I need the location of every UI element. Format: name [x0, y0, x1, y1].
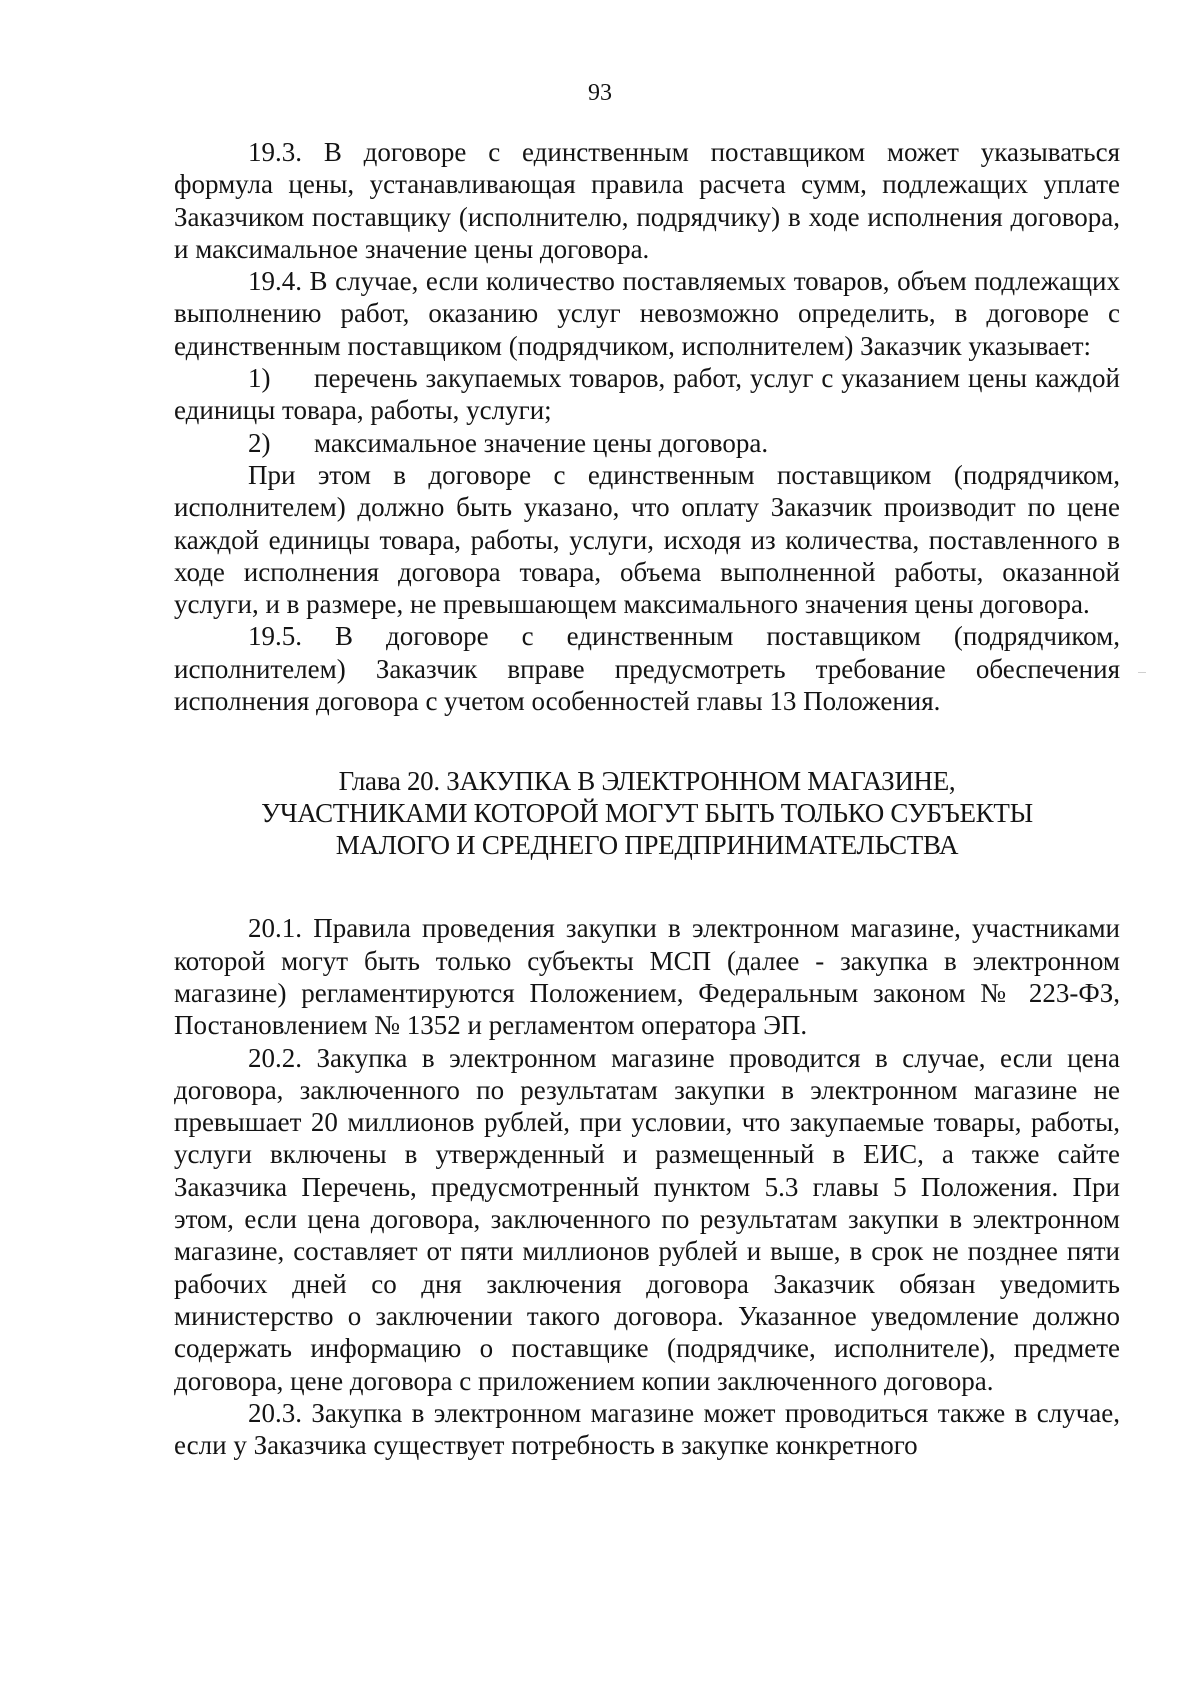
list-item-text: перечень закупаемых товаров, работ, услуг с указанием цены каждой единицы товара, работы, услуги; [174, 363, 1120, 426]
paragraph-payment-terms: При этом в договоре с единственным поставщиком (подрядчиком, исполнителем) должно быть указано, что оплату Заказчик производит по цене каждой единицы товара, работы, услуги, исходя из количества, поставленного в ходе исполнения договора товара, объема выполненной работы, оказанной услуги, и в размере, не превышающем максимального значения цены договора. [174, 459, 1120, 620]
list-item-1 [174, 362, 1120, 427]
list-item-2 [174, 427, 1120, 459]
paragraph-20-3: 20.3. Закупка в электронном магазине может проводиться также в случае, если у Заказчика существует потребность в закупке конкретного [174, 1397, 1120, 1461]
paragraph-19-4: 19.4. В случае, если количество поставляемых товаров, объем подлежащих выполнению работ, оказанию услуг невозможно определить, в договоре с единственным поставщиком (подрядчиком, исполнителем) Заказчик указывает: [174, 266, 1120, 361]
chapter-heading-line-3: МАЛОГО И СРЕДНЕГО ПРЕДПРИНИМАТЕЛЬСТВА [335, 830, 959, 861]
chapter-heading [174, 765, 1120, 861]
list-item-text: максимальное значение цены договора. [314, 427, 769, 458]
page-number: 93 [588, 80, 612, 106]
document-body [174, 136, 1120, 1461]
chapter-heading-line-2: УЧАСТНИКАМИ КОТОРОЙ МОГУТ БЫТЬ ТОЛЬКО СУБЪЕКТЫ [261, 798, 1033, 829]
paragraph-19-5: 19.5. В договоре с единственным поставщиком (подрядчиком, исполнителем) Заказчик вправе предусмотреть требование обеспечения исполнения договора с учетом особенностей главы 13 Положения. [174, 621, 1120, 717]
list-item-number: 2) [248, 427, 271, 458]
chapter-heading-line-1: Глава 20. ЗАКУПКА В ЭЛЕКТРОННОМ МАГАЗИНЕ, [338, 766, 956, 797]
paragraph-19-3: 19.3. В договоре с единственным поставщиком может указываться формула цены, устанавливающая правила расчета сумм, подлежащих уплате Заказчиком поставщику (исполнителю, подрядчику) в ходе исполнения договора, и максимальное значение цены договора. [174, 137, 1120, 264]
scan-artifact-mark [1138, 672, 1146, 673]
paragraph-20-1: 20.1. Правила проведения закупки в электронном магазине, участниками которой могут быть только субъекты МСП (далее - закупка в электронном магазине) регламентируются Положением, Федеральным законом № 223-ФЗ, Постановлением № 1352 и регламентом оператора ЭП. [174, 913, 1120, 1041]
paragraph-20-2: 20.2. Закупка в электронном магазине проводится в случае, если цена договора, заключенного по результатам закупки в электронном магазине не превышает 20 миллионов рублей, при условии, что закупаемые товары, работы, услуги включены в утвержденный и размещенный в ЕИС, а также сайте Заказчика Перечень, предусмотренный пунктом 5.3 главы 5 Положения. При этом, если цена договора, заключенного по результатам закупки в электронном магазине, составляет от пяти миллионов рублей и выше, в срок не позднее пяти рабочих дней со дня заключения договора Заказчик обязан уведомить министерство о заключении такого договора. Указанное уведомление должно содержать информацию о поставщике (подрядчике, исполнителе), предмете договора, цене договора с приложением копии заключенного договора. [174, 1042, 1120, 1396]
list-item-number: 1) [248, 363, 271, 394]
